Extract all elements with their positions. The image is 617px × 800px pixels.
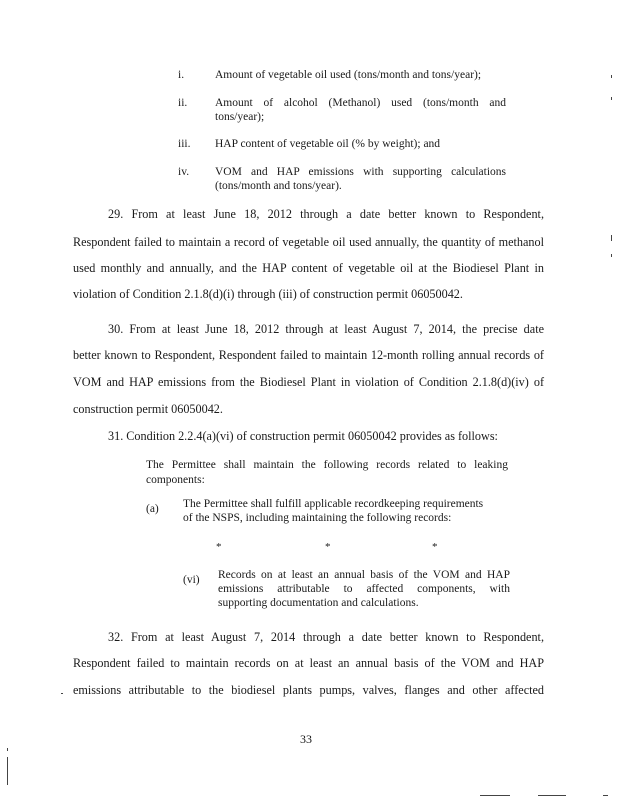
paragraph-32-line: emissions attributable to the biodiesel plants pumps, valves, flanges and other affected	[73, 683, 544, 697]
scan-mark	[7, 748, 8, 751]
list-item-text: VOM and HAP emissions with supporting calculations	[215, 166, 506, 178]
signature-line	[538, 795, 566, 796]
list-item-num: ii.	[178, 97, 188, 109]
block-quote-line: The Permittee shall maintain the following records related to leaking	[146, 459, 508, 471]
paragraph-30-line: 30. From at least June 18, 2012 through at least August 7, 2014, the precise date	[108, 322, 544, 336]
page-number: 33	[300, 732, 312, 746]
sub-item-label: (vi)	[183, 574, 200, 586]
list-item-text: (tons/month and tons/year).	[215, 180, 342, 192]
scan-mark	[7, 757, 8, 785]
scan-mark	[611, 75, 612, 78]
paragraph-30-line: construction permit 06050042.	[73, 402, 223, 416]
sub-item-text: supporting documentation and calculations.	[218, 597, 419, 609]
paragraph-32-line: 32. From at least August 7, 2014 through a date better known to Respondent,	[108, 630, 544, 644]
ellipsis-asterisk: *	[325, 541, 331, 553]
list-item-num: iii.	[178, 138, 191, 150]
paragraph-29-line: violation of Condition 2.1.8(d)(i) through (iii) of construction permit 06050042.	[73, 287, 463, 301]
sub-item-text: Records on at least an annual basis of the VOM and HAP	[218, 569, 510, 581]
list-item-text: Amount of alcohol (Methanol) used (tons/month and	[215, 97, 506, 109]
sub-item-text: of the NSPS, including maintaining the following records:	[183, 512, 452, 524]
paragraph-29-line: used monthly and annually, and the HAP content of vegetable oil at the Biodiesel Plant in	[73, 261, 544, 275]
ellipsis-asterisk: *	[432, 541, 438, 553]
sub-item-text: The Permittee shall fulfill applicable recordkeeping requirements	[183, 498, 484, 510]
scan-mark	[603, 795, 608, 796]
list-item-text: tons/year);	[215, 111, 265, 123]
scan-mark	[611, 235, 612, 241]
paragraph-30-line: VOM and HAP emissions from the Biodiesel Plant in violation of Condition 2.1.8(d)(iv) of	[73, 375, 544, 389]
sub-item-label: (a)	[146, 503, 159, 515]
list-item-num: i.	[178, 69, 185, 81]
block-quote-line: components:	[146, 474, 205, 486]
paragraph-29-line: 29. From at least June 18, 2012 through a date better known to Respondent,	[108, 207, 544, 221]
signature-line	[480, 795, 510, 796]
ellipsis-asterisk: *	[216, 541, 222, 553]
paragraph-29-line: Respondent failed to maintain a record of vegetable oil used annually, the quantity of methanol	[73, 235, 544, 249]
scan-mark	[611, 97, 612, 100]
list-item-text: Amount of vegetable oil used (tons/month and tons/year);	[215, 69, 482, 81]
paragraph-30-line: better known to Respondent, Respondent failed to maintain 12-month rolling annual records of	[73, 348, 544, 362]
paragraph-31-intro: 31. Condition 2.2.4(a)(vi) of construction permit 06050042 provides as follows:	[108, 429, 498, 443]
scan-mark	[61, 693, 63, 694]
list-item-text: HAP content of vegetable oil (% by weight); and	[215, 138, 441, 150]
sub-item-text: emissions attributable to affected components, with	[218, 583, 510, 595]
scan-mark	[611, 254, 612, 257]
paragraph-32-line: Respondent failed to maintain records on at least an annual basis of the VOM and HAP	[73, 656, 544, 670]
list-item-num: iv.	[178, 166, 190, 178]
